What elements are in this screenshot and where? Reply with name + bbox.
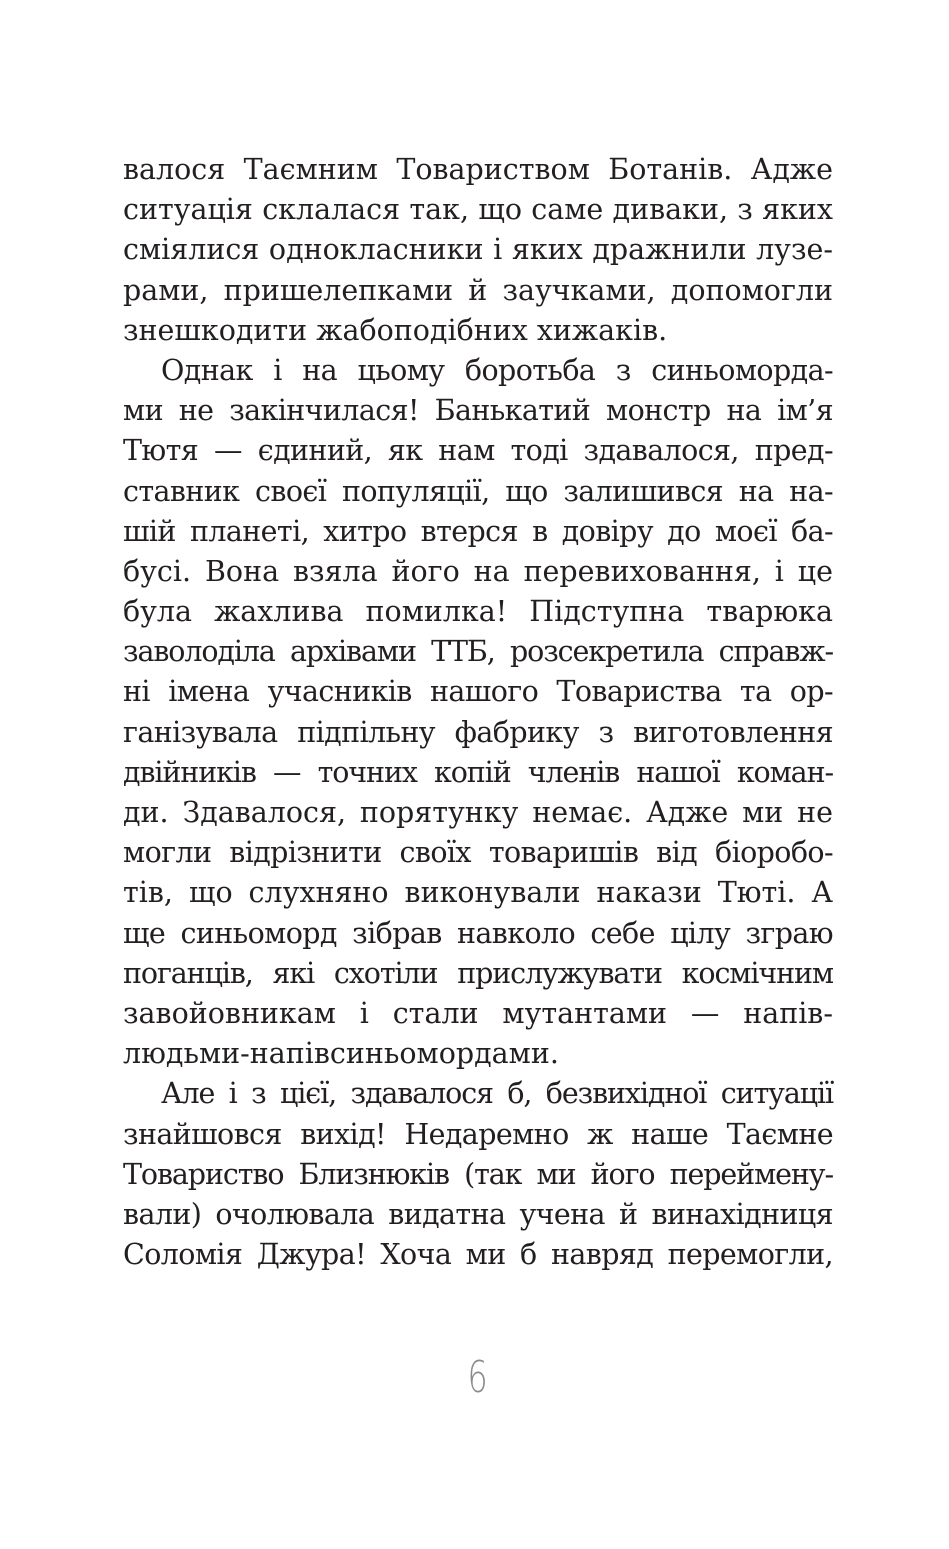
text-line: ситуація склалася так, що саме диваки, з яких (123, 193, 833, 227)
page-number: 6 (467, 1352, 488, 1403)
text-line: знешкодити жабоподібних хижаків. (123, 313, 668, 347)
text-line: двійників — точних копій членів нашої коман- (123, 755, 833, 789)
text-line: знайшовся вихід! Недаремно ж наше Таємне (123, 1117, 833, 1151)
text-line: рами, пришелепками й заучками, допомогли (123, 273, 833, 307)
text-line: людьми-напівсиньомордами. (123, 1037, 559, 1071)
paragraph-start-line: Однак і на цьому боротьба з синьоморда- (161, 353, 833, 387)
text-line: Тютя — єдиний, як нам тоді здавалося, пред- (123, 434, 833, 468)
text-line: заволоділа архівами ТТБ, розсекретила справж- (123, 635, 833, 669)
paragraph-start-line: Але і з цієї, здавалося б, безвихідної ситуації (161, 1077, 833, 1111)
text-line: вали) очолювала видатна учена й винахідниця (123, 1197, 833, 1231)
text-line: могли відрізнити своїх товаришів від біоробо- (123, 836, 833, 870)
text-line: поганців, які схотіли прислужувати космічним (123, 956, 833, 990)
text-line: ми не закінчилася! Банькатий монстр на ім’я (123, 394, 833, 428)
text-line: Соломія Джура! Хоча ми б навряд перемогли, (123, 1238, 833, 1272)
text-line: ди. Здавалося, порятунку немає. Адже ми не (123, 796, 833, 829)
text-line: ганізувала підпільну фабрику з виготовлення (123, 715, 833, 749)
body-text (123, 150, 833, 1275)
text-line: шій планеті, хитро втерся в довіру до моєї ба- (123, 514, 833, 548)
text-line: бусі. Вона взяла його на перевиховання, і це (123, 554, 833, 588)
text-line: Товариство Близнюків (так ми його переймену- (123, 1157, 833, 1191)
text-line: валося Таємним Товариством Ботанів. Адже (123, 153, 833, 186)
text-line: ні імена учасників нашого Товариства та ор- (123, 675, 833, 709)
text-line: ставник своєї популяції, що залишився на на- (123, 474, 833, 508)
text-line: завойовникам і стали мутантами — напів- (123, 996, 833, 1030)
text-line: була жахлива помилка! Підступна тварюка (123, 595, 833, 629)
text-line: сміялися однокласники і яких дражнили лузе- (123, 233, 833, 267)
text-line: ще синьоморд зібрав навколо себе цілу зграю (123, 916, 833, 950)
text-line: тів, що слухняно виконували накази Тюті. А (123, 876, 833, 910)
